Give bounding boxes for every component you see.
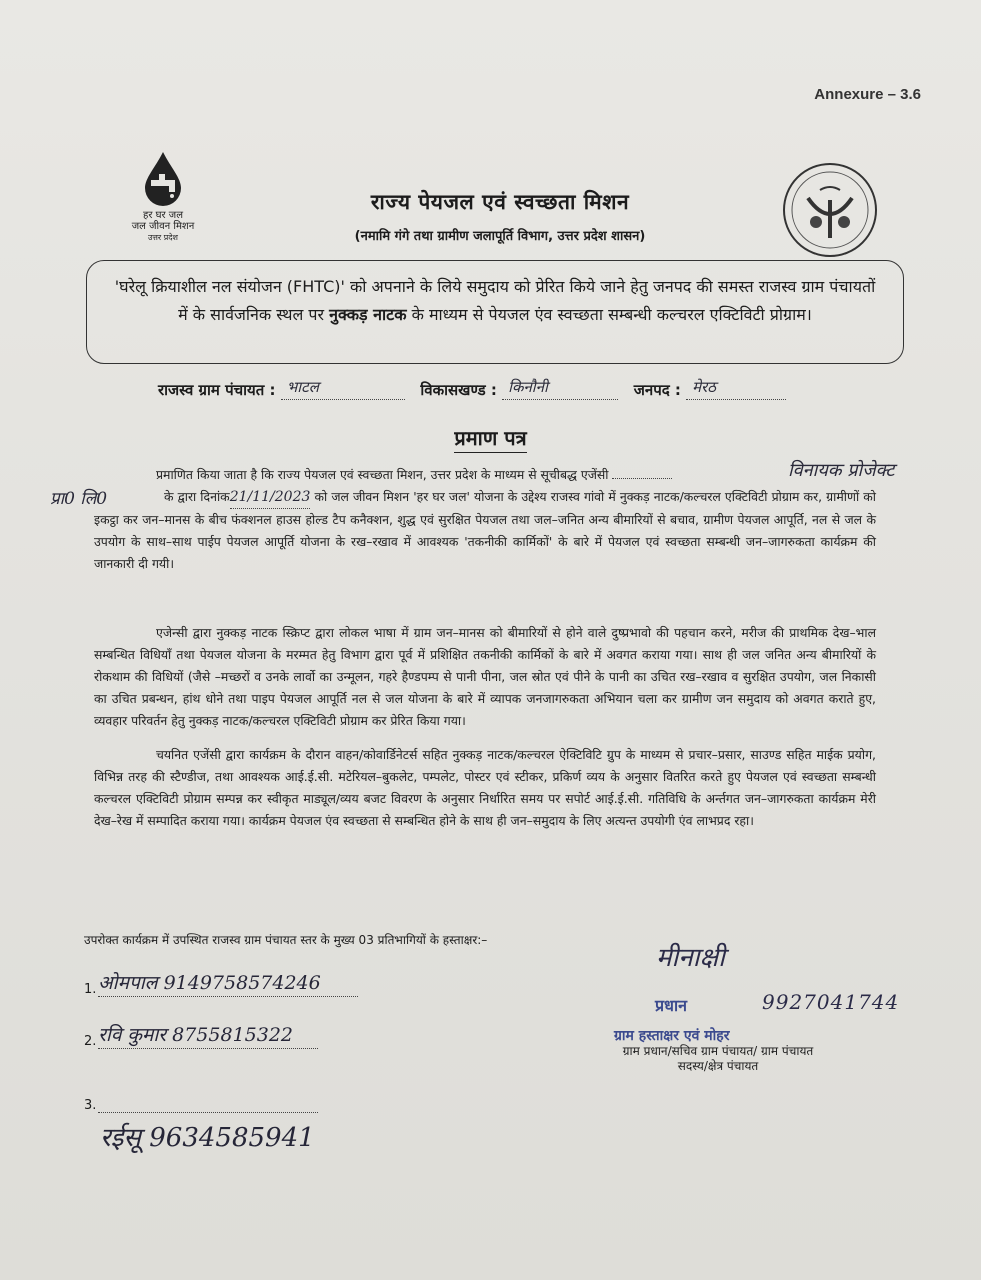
panchayat-field: [281, 378, 405, 400]
department-subtitle: (नमामि गंगे तथा ग्रामीण जलापूर्ति विभाग, उत्तर प्रदेश शासन): [354, 229, 646, 244]
village-stamp: ग्राम हस्ताक्षर एवं मोहर: [614, 1028, 730, 1044]
para1-text-c: को जल जीवन मिशन 'हर घर जल' योजना के उद्देश्य राजस्व गांवो में नुक्कड़ नाटक/कल्चरल एक्टिविटी प्रोग्राम कर, ग्रामीणों को इकट्ठा कर जन–मानस के बीच फंक्शनल हाउस होल्ड टैप कनैक्शन, शुद्ध एवं सुरक्षित पेयजल तथा जल–जनित अन्य बीमारियों से बचाव, ग्रामीण पेयजल आपूर्ति, नल से जल के उपयोग के साथ–साथ पाईप पेयजल आपूर्ति योजना के रख–रखाव में आवश्यक 'तकनीकी कार्मिकों' के बारे में पेयजल एवं स्वच्छता सम्बन्धी जन–जागरुकता कार्यक्रम की जानकारी दी गयी।: [94, 489, 876, 571]
mission-title: राज्य पेयजल एवं स्वच्छता मिशन: [370, 190, 630, 214]
pradhan-label: प्रधान: [655, 996, 687, 1015]
location-row: [158, 380, 878, 400]
water-drop-tap-icon: [135, 150, 191, 206]
logo-caption-1: हर घर जल: [143, 210, 183, 221]
para3-text: चयनित एजेंसी द्वारा कार्यक्रम के दौरान वाहन/कोवार्डिनेटर्स सहित नुक्कड़ नाटक/कल्चरल ऐक्टिविटि ग्रुप के माध्यम से प्रचार–प्रसार, साउण्ड सहित माईक प्रयोग, विभिन्न तरह की स्टैण्डीज, तथा आवश्यक आई.ई.सी. मटेरियल–बुकलेट, पम्पलेट, पोस्टर एवं स्टीकर, प्रकिर्ण व्यय के अनुसार वितरित करते हुए पेयजल एवं स्वच्छता सम्बन्धी कल्चरल एक्टिविटी प्रोग्राम सम्पन्न कर स्वीकृत माड्यूल/व्यय बजट विवरण के अनुसार निर्धारित समय पर सपोर्ट आई.ई.सी. गतिविधि के अर्न्तगत जन–जागरुकता कार्यक्रम मेरी देख–रेख में सम्पादित कराया गया। कार्यक्रम पेयजल एंव स्वच्छता से सम्बन्धित होने के साथ ही जन–समुदाय के लिए अत्यन्त उपयोगी एंव लाभप्रद रहा।: [94, 747, 876, 828]
district-label: जनपद :: [633, 381, 681, 399]
block-field: [502, 378, 618, 400]
panchayat-label: राजस्व ग्राम पंचायत :: [158, 381, 276, 399]
subject-box: [86, 260, 904, 364]
district-value: मेरठ: [692, 378, 716, 396]
block-label: विकासखण्ड :: [420, 381, 497, 399]
district-field: [686, 378, 786, 400]
document-header: [230, 188, 770, 244]
annexure-label: Annexure – 3.6: [814, 86, 921, 103]
subject-text-part1: 'घरेलू क्रियाशील नल संयोजन (FHTC)' को अपनाने के लिये समुदाय को प्रेरित किये जाने हेतु जनपद की समस्त राजस्व ग्राम पंचायतों में के सार्वजनिक स्थल पर: [114, 277, 876, 324]
date-handwritten: 21/11/2023: [229, 489, 311, 505]
participant-signature-3: 3.: [84, 1098, 318, 1113]
date-field: [230, 486, 311, 509]
pradhan-signature-handwritten: मीनाक्षी: [656, 943, 725, 973]
subject-text-bold: नुक्कड़ नाटक: [329, 305, 407, 324]
panchayat-value: भाटल: [286, 378, 319, 396]
logo-caption-3: उत्तर प्रदेश: [148, 233, 178, 242]
agency-name-handwritten: विनायक प्रोजेक्ट: [788, 460, 895, 481]
certificate-title: प्रमाण पत्र: [0, 424, 981, 451]
para1-text-a: प्रमाणित किया जाता है कि राज्य पेयजल एवं स्वच्छता मिशन, उत्तर प्रदेश के माध्यम से सूचीबद्ध एजेंसी: [156, 467, 609, 482]
para2-text: एजेन्सी द्वारा नुक्कड़ नाटक स्क्रिप्ट द्वारा लोकल भाषा में ग्राम जन–मानस को बीमारियों से होने वाले दुष्प्रभावो की पहचान करने, मरीज की प्राथमिक देख–भाल सम्बन्धित विधियाँ तथा पेयजल योजना के मरम्मत हेतु विभाग द्वारा पूर्व में प्रशिक्षित तकनीकी कार्मिकों के बारे में अवगत कराया गया। साथ ही जल जनित अन्य बीमारियों के रोकथाम की विधियों (जैसे –मच्छरों व उनके लार्वो का उन्मूलन, गहरे हैण्डपम्प से पानी पीना, जल स्रोत एवं पीने के पानी का उचित रख–रखाव व सुरक्षित उपयोग, जल निकासी का उचित प्रबन्धन, हांथ धोने तथा पाइप पेयजल आपूर्ति नल से जल योजना के बारे में व्यापक जनजागरुकता अभियान चला कर ग्रामीण जन समुदाय को अवगत कराते हुए, व्यवहार परिवर्तन हेतु नुक्कड़ नाटक/कल्चरल एक्टिविटी प्रोग्राम कर प्रेरित किया गया।: [94, 625, 876, 728]
signatory-designation: ग्राम प्रधान/सचिव ग्राम पंचायत/ ग्राम पंचायत सदस्य/क्षेत्र पंचायत: [622, 1044, 814, 1073]
har-ghar-jal-logo: [108, 150, 218, 243]
up-government-emblem: [780, 160, 880, 260]
logo-caption-2: जल जीवन मिशन: [131, 221, 195, 232]
participant-signature-1: 1. ओमपाल 9149758574246: [84, 982, 358, 997]
block-value: किनौनी: [508, 378, 548, 396]
agency-suffix-handwritten: प्रा0 लि0: [50, 489, 108, 509]
certificate-paragraph-3: [94, 744, 876, 832]
uttar-pradesh-emblem-icon: [780, 160, 880, 260]
para1-text-b: के द्वारा दिनांक: [164, 489, 230, 504]
certificate-paragraph-2: [94, 622, 876, 732]
participant-3-handwritten: रईसू 9634585941: [100, 1123, 315, 1153]
participant-1-handwritten: ओमपाल 9149758574246: [98, 972, 321, 994]
signatures-intro: उपरोक्त कार्यक्रम में उपस्थित राजस्व ग्राम पंचायत स्तर के मुख्य 03 प्रतिभागियों के हस्ताक्षर:–: [84, 933, 488, 947]
subject-text-part2: के माध्यम से पेयजल एंव स्वच्छता सम्बन्धी कल्चरल एक्टिविटी प्रोग्राम।: [406, 305, 812, 324]
pradhan-phone-handwritten: 9927041744: [762, 990, 900, 1014]
certificate-paragraph-1: [94, 464, 876, 575]
participant-signature-2: 2. रवि कुमार 8755815322: [84, 1034, 318, 1049]
participant-2-handwritten: रवि कुमार 8755815322: [98, 1024, 294, 1046]
